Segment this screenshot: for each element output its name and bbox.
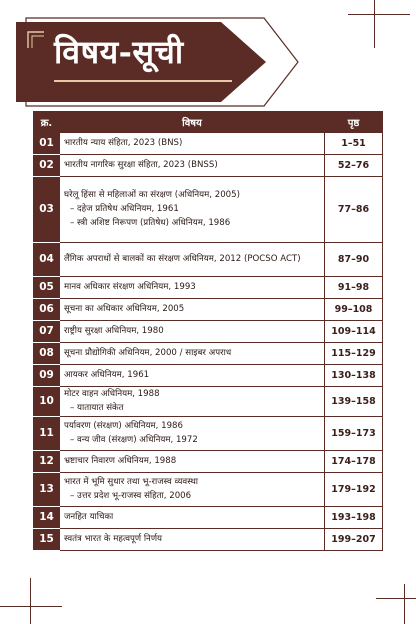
row-subtopic: – वन्य जीव (संरक्षण) अधिनियम, 1972 [70,435,198,445]
row-subject[interactable] [60,451,325,473]
corner-line-bottom-right-h [376,598,416,599]
table-row [34,155,383,177]
row-number: 09 [34,365,60,387]
row-number: 03 [34,177,60,243]
row-pages: 109–114 [325,321,383,343]
row-number: 05 [34,277,60,299]
table-row [34,365,383,387]
row-pages: 130–138 [325,365,383,387]
row-subtopic: – दहेज प्रतिषेध अधिनियम, 1961 [70,204,179,215]
row-number: 02 [34,155,60,177]
page-title: विषय-सूची [54,33,184,71]
table-row [34,507,383,529]
row-subject[interactable] [60,387,325,417]
row-pages: 99–108 [325,299,383,321]
row-pages: 159–173 [325,417,383,451]
table-row [34,451,383,473]
row-subject[interactable] [60,321,325,343]
row-subject[interactable] [60,133,325,155]
row-title: आयकर अधिनियम, 1961 [64,370,150,381]
row-number: 10 [34,387,60,417]
row-pages: 179–192 [325,473,383,507]
row-number: 01 [34,133,60,155]
row-title: राष्ट्रीय सुरक्षा अधिनियम, 1980 [64,326,164,337]
row-number: 08 [34,343,60,365]
row-pages: 91–98 [325,277,383,299]
row-title: मोटर वाहन अधिनियम, 1988 [64,389,160,400]
row-subtopic: – यातायात संकेत [70,403,124,413]
row-number: 04 [34,243,60,277]
row-subject[interactable] [60,243,325,277]
row-pages: 199–207 [325,529,383,551]
row-number: 13 [34,473,60,507]
table-row [34,133,383,155]
row-subject[interactable] [60,365,325,387]
table-row [34,299,383,321]
row-number: 11 [34,417,60,451]
title-underline [54,80,232,82]
row-pages: 174–178 [325,451,383,473]
corner-line-top-right-h [348,14,410,15]
row-subject[interactable] [60,507,325,529]
header-page: पृष्ठ [325,112,383,133]
corner-line-bottom-left-h [0,606,62,607]
row-number: 07 [34,321,60,343]
contents-table [33,111,383,551]
table-row [34,387,383,417]
row-pages: 77–86 [325,177,383,243]
row-title: जनहित याचिका [64,512,114,523]
table-row [34,177,383,243]
row-subject[interactable] [60,177,325,243]
row-number: 06 [34,299,60,321]
row-title: घरेलू हिंसा से महिलाओं का संरक्षण (अधिनियम, 2005) [64,190,240,201]
table-header-row [34,112,383,133]
row-title: भ्रष्टाचार निवारण अधिनियम, 1988 [64,456,177,467]
header-no: क्र. [34,112,60,133]
row-title: मानव अधिकार संरक्षण अधिनियम, 1993 [64,282,196,293]
row-title: पर्यावरण (संरक्षण) अधिनियम, 1986 [64,421,183,432]
row-title: स्वतंत्र भारत के महत्वपूर्ण निर्णय [64,534,163,545]
row-subject[interactable] [60,529,325,551]
row-subtopic: – उत्तर प्रदेश भू-राजस्व संहिता, 2006 [70,491,192,501]
row-subject[interactable] [60,417,325,451]
row-number: 15 [34,529,60,551]
table-row [34,321,383,343]
row-subtopic: – स्त्री अशिष्ट निरूपण (प्रतिषेध) अधिनियम, 1986 [70,217,231,228]
row-pages: 193–198 [325,507,383,529]
row-pages: 115–129 [325,343,383,365]
row-title: भारत में भूमि सुधार तथा भू-राजस्व व्यवस्था [64,477,199,488]
row-title: सूचना का अधिकार अधिनियम, 2005 [64,304,185,315]
row-title: भारतीय न्याय संहिता, 2023 (BNS) [64,138,183,149]
table-row [34,343,383,365]
table-row [34,243,383,277]
row-pages: 52–76 [325,155,383,177]
corner-line-bottom-left-v [30,578,31,624]
row-subject[interactable] [60,277,325,299]
corner-line-top-right-v [374,0,375,48]
row-pages: 87–90 [325,243,383,277]
row-number: 14 [34,507,60,529]
row-pages: 139–158 [325,387,383,417]
header-subject: विषय [60,112,325,133]
row-title: भारतीय नागरिक सुरक्षा संहिता, 2023 (BNSS) [64,160,218,171]
row-title: सूचना प्रौद्योगिकी अधिनियम, 2000 / साइबर अपराध [64,348,232,359]
table-row [34,529,383,551]
table-row [34,277,383,299]
row-number: 12 [34,451,60,473]
corner-line-bottom-right-v [404,584,405,624]
banner-corner-ornament [26,30,46,50]
row-subject[interactable] [60,155,325,177]
row-title: लैंगिक अपराधों से बालकों का संरक्षण अधिनियम, 2012 (POCSO ACT) [64,254,301,265]
table-row [34,473,383,507]
table-row [34,417,383,451]
row-subject[interactable] [60,299,325,321]
row-pages: 1–51 [325,133,383,155]
row-subject[interactable] [60,473,325,507]
row-subject[interactable] [60,343,325,365]
